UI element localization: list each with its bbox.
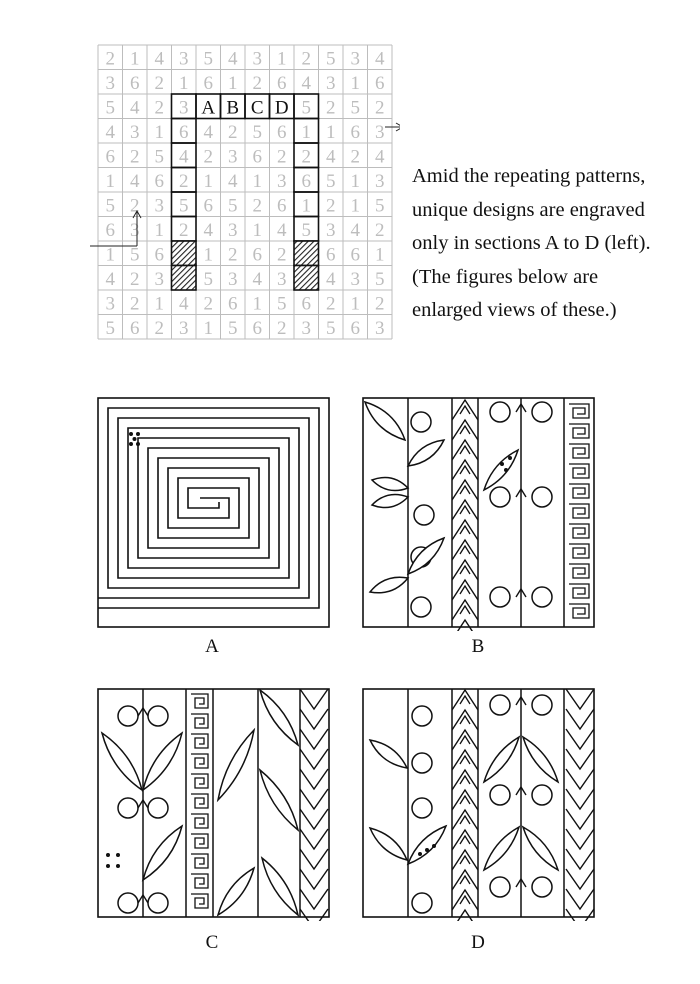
meander-band bbox=[191, 694, 208, 908]
grid-number: 3 bbox=[154, 195, 164, 217]
grid-number: 6 bbox=[105, 219, 115, 241]
arrowhead-mark bbox=[460, 426, 470, 434]
grid-number: 1 bbox=[154, 121, 164, 143]
grid-number: 2 bbox=[301, 146, 311, 168]
section-label: C bbox=[250, 97, 264, 119]
grid-number: 1 bbox=[350, 293, 360, 315]
grid-number: 2 bbox=[375, 293, 385, 315]
description-line: enlarged views of these.) bbox=[412, 299, 617, 321]
grid-number: 1 bbox=[326, 121, 336, 143]
grid-number: 2 bbox=[203, 293, 213, 315]
grid-number: 3 bbox=[375, 121, 385, 143]
leaf-shape bbox=[370, 577, 408, 593]
leaf-dot bbox=[500, 462, 504, 466]
grid-number: 4 bbox=[252, 268, 262, 290]
leaf-shape bbox=[370, 828, 407, 860]
grid-number: 1 bbox=[350, 72, 360, 94]
description-line: unique designs are engraved bbox=[412, 198, 645, 221]
grid-number: 2 bbox=[326, 293, 336, 315]
berry-circle bbox=[490, 877, 510, 897]
grid-number: 3 bbox=[228, 268, 238, 290]
grid-number: 5 bbox=[326, 317, 336, 339]
grid-number: 5 bbox=[301, 219, 311, 241]
arrowhead-mark bbox=[460, 486, 470, 494]
arrowhead-mark bbox=[460, 756, 470, 764]
arrowhead-mark bbox=[460, 816, 470, 824]
grid-number: 5 bbox=[277, 293, 287, 315]
chevron-band bbox=[566, 689, 594, 921]
grid-number: 1 bbox=[252, 170, 262, 192]
grid-number: 5 bbox=[301, 97, 311, 119]
leaf-shape bbox=[484, 450, 518, 490]
section-label: D bbox=[274, 97, 289, 119]
grid-number: 1 bbox=[252, 219, 262, 241]
grid-number: 6 bbox=[179, 121, 189, 143]
grid-number: 4 bbox=[228, 48, 238, 70]
panel-c-pattern bbox=[97, 687, 331, 921]
grid-number: 4 bbox=[154, 48, 164, 70]
grid-number: 6 bbox=[252, 317, 262, 339]
grid-number: 2 bbox=[375, 97, 385, 119]
berry-circle bbox=[148, 798, 168, 818]
grid-number: 1 bbox=[203, 317, 213, 339]
grid-number: 5 bbox=[154, 146, 164, 168]
grid-number: 4 bbox=[130, 170, 140, 192]
caption-d: D bbox=[471, 932, 485, 953]
berry-circle bbox=[532, 587, 552, 607]
grid-number: 3 bbox=[375, 317, 385, 339]
grid-number: 1 bbox=[179, 72, 189, 94]
berry-circle bbox=[412, 798, 432, 818]
hatched-cell bbox=[294, 266, 319, 291]
grid-number: 2 bbox=[252, 195, 262, 217]
arrowhead-mark bbox=[460, 736, 470, 744]
leaf-shape bbox=[523, 737, 558, 782]
grid-number: 2 bbox=[130, 293, 140, 315]
leaf-shape bbox=[365, 402, 405, 440]
hatched-cell bbox=[294, 241, 319, 266]
grid-number: 1 bbox=[350, 170, 360, 192]
berry-circle bbox=[118, 798, 138, 818]
grid-number: 2 bbox=[301, 48, 311, 70]
berry-circle bbox=[490, 487, 510, 507]
leaf-shape bbox=[143, 826, 182, 880]
panel-b-pattern bbox=[362, 397, 596, 631]
grid-number: 6 bbox=[228, 293, 238, 315]
grid-number: 4 bbox=[375, 146, 385, 168]
grid-number: 5 bbox=[228, 195, 238, 217]
berry-circle bbox=[412, 706, 432, 726]
arrowhead-mark bbox=[460, 446, 470, 454]
leaf-shape bbox=[408, 440, 444, 466]
berry-circle bbox=[411, 412, 431, 432]
grid-number: 4 bbox=[350, 219, 360, 241]
grid-number: 3 bbox=[130, 219, 140, 241]
chevron-band bbox=[452, 400, 478, 631]
berry-circle bbox=[411, 597, 431, 617]
grid-number: 3 bbox=[350, 268, 360, 290]
grid-number: 6 bbox=[301, 170, 311, 192]
arrowhead-mark bbox=[460, 776, 470, 784]
dot-cluster-icon bbox=[116, 853, 120, 857]
arrowhead-mark bbox=[460, 506, 470, 514]
berry-circle bbox=[118, 706, 138, 726]
grid-number: 2 bbox=[326, 97, 336, 119]
berry-circle bbox=[414, 505, 434, 525]
leaf-shape bbox=[218, 868, 254, 915]
leaf-shape bbox=[408, 826, 446, 864]
berry-circle bbox=[490, 587, 510, 607]
description-text bbox=[412, 160, 697, 328]
grid-number: 2 bbox=[179, 170, 189, 192]
grid-number: 4 bbox=[130, 97, 140, 119]
grid-number: 4 bbox=[277, 219, 287, 241]
grid-number: 5 bbox=[105, 195, 115, 217]
grid-number: 5 bbox=[375, 195, 385, 217]
grid-number: 3 bbox=[228, 146, 238, 168]
berry-circle bbox=[532, 785, 552, 805]
grid-number: 1 bbox=[130, 48, 140, 70]
leaf-shape bbox=[484, 737, 519, 782]
berry-circle bbox=[412, 893, 432, 913]
berry-circle bbox=[490, 695, 510, 715]
grid-number: 3 bbox=[179, 317, 189, 339]
grid-number: 1 bbox=[252, 293, 262, 315]
grid-number: 2 bbox=[252, 72, 262, 94]
grid-number: 3 bbox=[375, 170, 385, 192]
meander-band bbox=[569, 404, 589, 618]
grid-number: 6 bbox=[105, 146, 115, 168]
grid-number: 4 bbox=[228, 170, 238, 192]
grid-number: 6 bbox=[326, 244, 336, 266]
arrowhead-mark bbox=[460, 566, 470, 574]
grid-number: 1 bbox=[301, 195, 311, 217]
grid-number: 6 bbox=[350, 244, 360, 266]
grid-number: 5 bbox=[130, 244, 140, 266]
grid-number: 6 bbox=[130, 317, 140, 339]
grid-number: 6 bbox=[301, 293, 311, 315]
arrowhead-mark bbox=[460, 856, 470, 864]
grid-number: 6 bbox=[203, 72, 213, 94]
description-line: only in sections A to D (left). bbox=[412, 232, 651, 254]
grid-number: 1 bbox=[203, 170, 213, 192]
leaf-shape bbox=[484, 827, 519, 870]
grid-number: 5 bbox=[203, 48, 213, 70]
berry-circle bbox=[532, 877, 552, 897]
grid-number: 5 bbox=[350, 97, 360, 119]
arrowhead-mark bbox=[460, 586, 470, 594]
grid-number: 3 bbox=[179, 48, 189, 70]
panel-frame bbox=[98, 398, 329, 627]
leaf-shape bbox=[143, 733, 182, 790]
arrowhead-mark bbox=[460, 526, 470, 534]
grid-number: 5 bbox=[105, 317, 115, 339]
panel-a-spiral bbox=[97, 397, 331, 631]
grid-number: 2 bbox=[277, 317, 287, 339]
grid-number: 6 bbox=[277, 121, 287, 143]
grid-number: 4 bbox=[326, 268, 336, 290]
grid-number: 4 bbox=[179, 293, 189, 315]
grid-number: 1 bbox=[228, 72, 238, 94]
grid-number: 4 bbox=[105, 121, 115, 143]
arrowhead-mark bbox=[460, 546, 470, 554]
arrowhead-mark bbox=[460, 796, 470, 804]
grid-number: 2 bbox=[375, 219, 385, 241]
grid-cells bbox=[98, 45, 392, 339]
grid-number: 4 bbox=[375, 48, 385, 70]
arrowhead-mark bbox=[460, 876, 470, 884]
berry-circle bbox=[490, 402, 510, 422]
grid-number: 5 bbox=[228, 317, 238, 339]
grid-number: 2 bbox=[179, 219, 189, 241]
leaf-dot bbox=[504, 468, 508, 472]
berry-circle bbox=[490, 785, 510, 805]
leaf-shape bbox=[260, 690, 298, 745]
grid-number: 5 bbox=[326, 170, 336, 192]
grid-number: 1 bbox=[350, 195, 360, 217]
arrowhead-mark bbox=[460, 696, 470, 704]
arrowhead-mark bbox=[460, 406, 470, 414]
grid-number: 3 bbox=[326, 72, 336, 94]
grid-number: 6 bbox=[252, 146, 262, 168]
grid-number: 1 bbox=[375, 244, 385, 266]
grid-number: 2 bbox=[154, 97, 164, 119]
dot-cluster-icon bbox=[106, 853, 110, 857]
dot-cluster-icon bbox=[106, 864, 110, 868]
grid-number: 5 bbox=[375, 268, 385, 290]
grid-number: 3 bbox=[130, 121, 140, 143]
berry-circle bbox=[532, 487, 552, 507]
hatched-cell bbox=[172, 266, 197, 291]
grid-number: 1 bbox=[154, 293, 164, 315]
chevron-band bbox=[452, 690, 478, 921]
caption-b: B bbox=[471, 636, 485, 657]
leaf-dot bbox=[425, 848, 429, 852]
grid-number: 1 bbox=[277, 48, 287, 70]
grid-number: 4 bbox=[203, 121, 213, 143]
caption-c: C bbox=[205, 932, 219, 953]
grid-number: 2 bbox=[350, 146, 360, 168]
leaf-shape bbox=[218, 730, 254, 800]
berry-circle bbox=[148, 893, 168, 913]
berry-circle bbox=[412, 753, 432, 773]
arrowhead-mark bbox=[460, 466, 470, 474]
arrowhead-mark bbox=[460, 836, 470, 844]
grid-number: 4 bbox=[301, 72, 311, 94]
grid-map bbox=[90, 40, 400, 340]
caption-a: A bbox=[205, 636, 219, 657]
grid-number: 6 bbox=[154, 170, 164, 192]
grid-number: 4 bbox=[105, 268, 115, 290]
section-label: B bbox=[226, 97, 240, 119]
grid-number: 1 bbox=[105, 170, 115, 192]
grid-number: 2 bbox=[105, 48, 115, 70]
grid-number: 6 bbox=[130, 72, 140, 94]
grid-number: 2 bbox=[228, 121, 238, 143]
grid-number: 3 bbox=[105, 72, 115, 94]
berry-circle bbox=[118, 893, 138, 913]
leaf-shape bbox=[102, 733, 142, 790]
grid-number: 5 bbox=[203, 268, 213, 290]
grid-number: 1 bbox=[105, 244, 115, 266]
grid-number: 2 bbox=[277, 244, 287, 266]
grid-number: 1 bbox=[301, 121, 311, 143]
grid-number: 2 bbox=[203, 146, 213, 168]
grid-number: 2 bbox=[154, 317, 164, 339]
berry-circle bbox=[532, 402, 552, 422]
grid-number: 5 bbox=[326, 48, 336, 70]
grid-number: 3 bbox=[277, 170, 287, 192]
leaf-shape bbox=[372, 494, 408, 507]
grid-number: 6 bbox=[277, 72, 287, 94]
grid-number: 2 bbox=[228, 244, 238, 266]
grid-number: 3 bbox=[228, 219, 238, 241]
leaf-shape bbox=[372, 477, 408, 490]
description-line: (The figures below are bbox=[412, 265, 599, 288]
panel-d-pattern bbox=[362, 687, 596, 921]
grid-number: 3 bbox=[105, 293, 115, 315]
grid-number: 4 bbox=[203, 219, 213, 241]
arrowhead-mark bbox=[460, 716, 470, 724]
grid-number: 3 bbox=[326, 219, 336, 241]
grid-number: 5 bbox=[105, 97, 115, 119]
grid-number: 6 bbox=[375, 72, 385, 94]
grid-number: 3 bbox=[154, 268, 164, 290]
arrowhead-mark bbox=[460, 896, 470, 904]
grid-number: 4 bbox=[326, 146, 336, 168]
arrowhead-mark bbox=[460, 606, 470, 614]
grid-number: 1 bbox=[203, 244, 213, 266]
grid-number: 6 bbox=[350, 317, 360, 339]
grid-number: 6 bbox=[277, 195, 287, 217]
grid-number: 2 bbox=[326, 195, 336, 217]
description-line: Amid the repeating patterns, bbox=[412, 165, 646, 187]
leaf-dot bbox=[418, 852, 422, 856]
grid-number: 3 bbox=[277, 268, 287, 290]
leaf-dot bbox=[508, 456, 512, 460]
grid-number: 1 bbox=[154, 219, 164, 241]
hatched-cell bbox=[172, 241, 197, 266]
section-label: A bbox=[201, 97, 216, 119]
grid-number: 6 bbox=[252, 244, 262, 266]
grid-number: 5 bbox=[179, 195, 189, 217]
grid-number: 2 bbox=[130, 268, 140, 290]
grid-number: 2 bbox=[154, 72, 164, 94]
grid-number: 2 bbox=[130, 146, 140, 168]
grid-number: 3 bbox=[350, 48, 360, 70]
grid-number: 6 bbox=[154, 244, 164, 266]
leaf-shape bbox=[262, 858, 298, 915]
grid-number: 3 bbox=[252, 48, 262, 70]
grid-number: 2 bbox=[277, 146, 287, 168]
grid-number: 4 bbox=[179, 146, 189, 168]
grid-number: 3 bbox=[301, 317, 311, 339]
chevron-band bbox=[300, 689, 328, 921]
grid-number: 2 bbox=[130, 195, 140, 217]
dot-cluster-icon bbox=[116, 864, 120, 868]
grid-number: 3 bbox=[179, 97, 189, 119]
grid-number: 6 bbox=[203, 195, 213, 217]
leaf-dot bbox=[432, 844, 436, 848]
leaf-shape bbox=[523, 827, 558, 870]
berry-circle bbox=[532, 695, 552, 715]
berry-circle bbox=[148, 706, 168, 726]
grid-number: 6 bbox=[350, 121, 360, 143]
leaf-shape bbox=[370, 740, 407, 768]
leaf-shape bbox=[260, 770, 298, 830]
grid-number: 5 bbox=[252, 121, 262, 143]
